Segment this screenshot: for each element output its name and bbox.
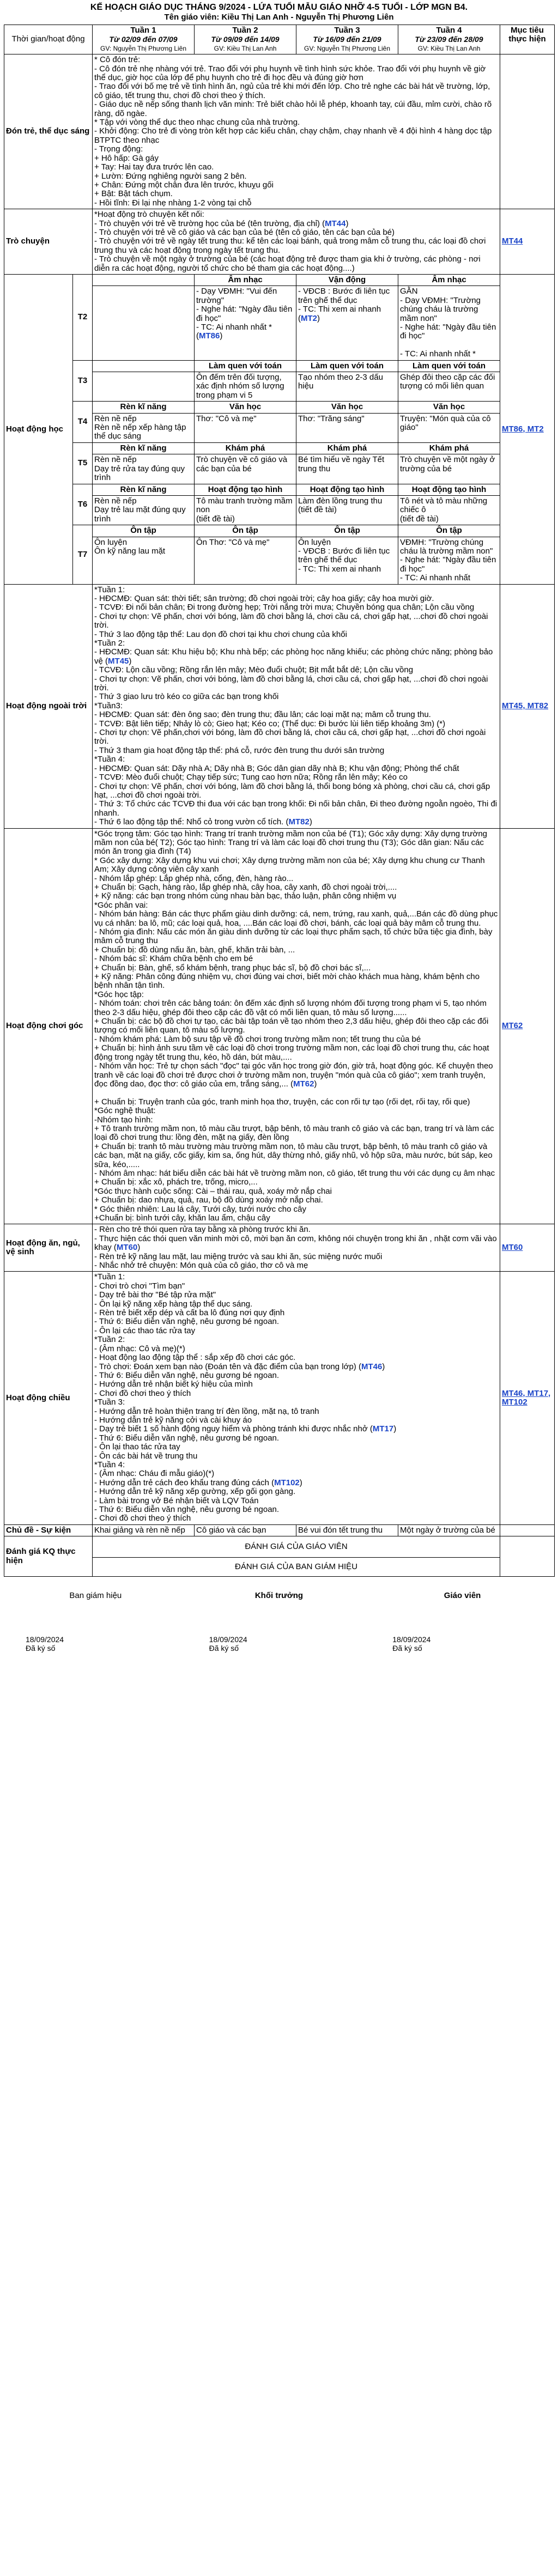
content-line: - Hướng dẫn trẻ hoàn thiện trang trí đèn lồng, mặt nạ, tô tranh [94, 1406, 319, 1416]
content-line: + Kỹ năng: các bạn trong nhóm cùng nhau bàn bạc, thảo luận, phân công nhiệm vụ [94, 891, 397, 901]
lesson-cell [93, 454, 195, 484]
content-line: - Trò chuyện với trẻ về trường học của bé (tên trường, địa chỉ) (MT44) [94, 218, 349, 228]
lesson-line: Ôn luyện [94, 537, 128, 547]
lesson-line: (tiết đề tài) [298, 505, 337, 515]
week-name: Tuần 2 [232, 26, 258, 35]
content-line: *Góc trọng tâm: Góc tạo hình: Trang trí tranh trường mầm non của bé (T1); Góc xây dựng: Xây dựng trường mầm non của bé( T2); Góc tạo hình: Trang trí và làm các loại đồ chơi trung thu (T3); Góc dân gian: Nấu các món ăn trong gia đình (T4) [94, 829, 490, 856]
lesson-cell [195, 454, 296, 484]
content-line: - HĐCMĐ: Quan sát: Khu hiệu bộ; Khu nhà bếp; các phòng học năng khiếu; các phòng chức năng; phòng bảo vệ (MT45) [94, 647, 495, 666]
lesson-line: - Dạy VĐMH: "Trường chúng cháu là trường mầm non" [400, 295, 483, 323]
content-line: + Chuẩn bị: đồ dùng nấu ăn, bàn, ghế, khăn trải bàn, ... [94, 945, 295, 955]
content-line: * Góc xây dựng: Xây dựng khu vui chơi; Xây dựng trường mầm non của bé; Xây dựng khu chung cư Thanh Am; Xây dựng công viên cây xanh [94, 855, 487, 874]
content-line: *Góc thực hành cuộc sống: Cài – thái rau, quả, xoáy mở nắp chai [94, 1186, 332, 1196]
header-row [4, 25, 555, 54]
content-line: - TCVĐ: Đi nối bản chân; Đi trong đường hẹp; Trời nắng trời mưa; Chuyền bóng qua chân; Lộn cầu vồng [94, 603, 475, 612]
lesson-line: Rèn nề nếp [94, 496, 137, 506]
content-line: - Dạy trẻ bài thơ "Bé tập rửa mặt" [94, 1290, 216, 1300]
header-target: Mục tiêu thực hiện [500, 25, 555, 54]
lesson-line: Ôn đếm trên đối tượng, xác định nhóm số lượng trong phạm vi 5 [196, 373, 287, 400]
lesson-line: - TC: Ai nhanh nhất * (MT86) [196, 323, 275, 341]
content-line: *Tuần 1: [94, 1272, 125, 1282]
content-line: - TCVĐ: Mèo đuổi chuột; Chạy tiếp sức; Tung cao hơn nữa; Rồng rắn lên mây; Kéo co [94, 773, 408, 782]
lesson-line: - Nghe hát: "Ngày đầu tiên đi học" [196, 305, 295, 323]
target-ngoai-troi [500, 584, 555, 828]
subject-cell: Làm quen với toán [398, 360, 500, 372]
lesson-cell [296, 537, 398, 584]
target-chieu [500, 1272, 555, 1524]
target-tag[interactable]: MT62 [293, 1079, 314, 1089]
lesson-cell [398, 413, 500, 442]
content-line: - Trò chuyện về một ngày ở trường của bé (các hoạt động trẻ được tham gia khi ở trường, các phòng - nơi diễn ra các hoạt động, người tổ chức cho bé tham gia các hoạt động....) [94, 254, 483, 273]
signature-dates [4, 1635, 554, 1652]
content-line: - Thứ 6 lao động tập thể: Nhổ cỏ trong vườn cổ tích. (MT82) [94, 817, 312, 827]
lesson-line: Rèn nề nếp [94, 455, 137, 465]
lesson-cell [93, 495, 195, 525]
content-line: + Hô hấp: Gà gáy [94, 153, 159, 163]
lesson-cell [398, 495, 500, 525]
subject-cell: Rèn kĩ năng [93, 402, 195, 413]
hoc-subject-row [4, 274, 555, 285]
label-chu-de: Chủ đề - Sự kiện [4, 1524, 93, 1536]
lesson-cell [195, 372, 296, 402]
content-line: - Chơi đồ chơi theo ý thích [94, 1388, 191, 1398]
lesson-line: (tiết đề tài) [400, 514, 439, 524]
target-choi-goc [500, 828, 555, 1224]
content-line: - TCVĐ: Lộn cầu vồng; Rồng rắn lên mây; Mèo đuổi chuột; Bịt mắt bắt dê; Lộn cầu vồng [94, 665, 414, 675]
content-line: - Chơi đồ chơi theo ý thích [94, 1514, 191, 1523]
day-label: T4 [73, 402, 93, 443]
header-week-4 [398, 25, 500, 54]
content-line: + Tô tranh trường mầm non, tô màu cầu trượt, bập bênh, tô màu tranh cô giáo và các bạn, trang trí và làm các loại đồ chơi trung thu: lồng đèn, mặt nạ giấy, đèn lồng [94, 1123, 496, 1143]
subject-cell: Văn học [398, 402, 500, 413]
content-line: - Khởi động: Cho trẻ đi vòng tròn kết hợp các kiểu chân, chạy chậm, chạy nhanh về 4 đội hình 4 hàng dọc tập BTPTC theo nhạc [94, 126, 494, 145]
subject-cell: Khám phá [296, 442, 398, 454]
sig-date-khoi [187, 1635, 371, 1652]
lesson-line [94, 373, 192, 382]
lesson-line: Ôn kỹ năng lau mặt [94, 546, 166, 556]
subject-cell: Rèn kĩ năng [93, 442, 195, 454]
subject-cell: Âm nhạc [195, 274, 296, 285]
content-line: - Cô đón trẻ nhẹ nhàng với trẻ. Trao đổi với phụ huynh về tình hình sức khỏe. Trao đổi với phụ huynh về giờ thể dục, giờ học của lớp để phụ huynh cho trẻ đi học đều và đúng giờ hơn [94, 64, 488, 83]
subject-cell: Ôn tập [195, 525, 296, 537]
content-line: - Giáo dục nề nếp sống thanh lịch văn minh: Trẻ biết chào hỏi lễ phép, khoanh tay, cúi đầu, mỉm cười, chào rõ ràng, dõ ngàe. [94, 100, 494, 118]
subject-cell [93, 274, 195, 285]
lesson-cell [296, 495, 398, 525]
theme-cell: Khai giảng và rèn nề nếp [93, 1524, 195, 1536]
lesson-cell [398, 372, 500, 402]
content-line: *Tuần 1: [94, 585, 125, 594]
theme-cell: Bé vui đón tết trung thu [296, 1524, 398, 1536]
lesson-line: Thơ: "Cô và mẹ" [196, 414, 257, 423]
content-line: *Tuần 4: [94, 755, 125, 764]
lesson-line: Làm đèn lồng trung thu [298, 496, 383, 506]
content-line: * Tập với vòng thể dục theo nhạc chung của nhà trường. [94, 118, 300, 127]
content-line: *Tuần 2: [94, 1335, 125, 1345]
lesson-cell [195, 413, 296, 442]
lesson-line: Tô nét và tô màu những chiếc ô [400, 496, 490, 515]
content-line: - Nhóm bác sĩ: Khám chữa bệnh cho em bé [94, 954, 253, 964]
subject-cell: Âm nhạc [398, 274, 500, 285]
plan-body [4, 54, 555, 1577]
subject-cell: Khám phá [398, 442, 500, 454]
lesson-line: Dạy trẻ lau mặt đúng quy trình [94, 505, 188, 524]
content-tro-chuyen [93, 209, 500, 275]
content-line: - Nhóm khám phá: Làm bộ sưu tập về đồ chơi trong trường mầm non; tết trung thu của bé [94, 1034, 421, 1044]
content-line: - Rèn cho trẻ thói quen rửa tay bằng xà phòng trước khi ăn. [94, 1225, 311, 1235]
content-line: - Chơi trò chơi "Tìm bạn" [94, 1281, 185, 1291]
content-line: - Hồi tĩnh: Đi lại nhẹ nhàng 1-2 vòng tại chỗ [94, 198, 252, 208]
row-choi-goc [4, 828, 555, 1224]
content-line: + Bật: Bật tách chụm. [94, 189, 173, 199]
content-line: - Thứ 6: Biểu diễn văn nghệ, nêu gương bé ngoan. [94, 1317, 280, 1327]
lesson-line: Dạy trẻ rửa tay đúng quy trình [94, 464, 187, 483]
content-line: - Hướng dẫn trẻ cách đeo khẩu trang đúng cách (MT102) [94, 1478, 302, 1487]
content-line: - Nhóm lắp ghép: Lắp ghép nhà, cổng, đèn, hàng rào... [94, 873, 294, 883]
content-line: - Thực hiện các thói quen văn minh mời cô, mời bạn ăn cơm, không nói chuyện trong khi ăn , nhặt cơm vãi vào khay (MT60) [94, 1234, 499, 1253]
content-line: - (Âm nhạc: Cô và mẹ)(*) [94, 1344, 185, 1353]
theme-cell: Cô giáo và các bạn [195, 1524, 296, 1536]
target-tag[interactable]: MT46 [361, 1362, 383, 1371]
content-line: - Hoạt động lao động tập thể : sắp xếp đồ chơi các góc. [94, 1353, 296, 1363]
content-line: - Hướng dẫn trẻ nhận biết ký hiệu của mình [94, 1380, 253, 1389]
content-line: + Chuẩn bị: dao nhựa, quả, rau, bộ đồ dùng xoáy mở nắp chai. [94, 1195, 323, 1205]
week-teacher: GV: Nguyễn Thị Phương Liên [304, 44, 391, 52]
content-an-ngu [93, 1224, 500, 1272]
row-chieu [4, 1272, 555, 1524]
lesson-line: Truyện: "Món quà của cô giáo" [400, 414, 493, 433]
plan-table [4, 25, 555, 1577]
sig-date: 18/09/2024 [392, 1635, 431, 1644]
content-line: - Chơi tự chọn: Vẽ phấn, chơi với bóng, làm đồ chơi bằng lá, chơi cầu cá, chơi gấp hạt, ...chơi đồ chơi ngoài trời. [94, 674, 490, 693]
lesson-line: - TC: Thi xem ai nhanh (MT2) [298, 305, 384, 323]
lesson-line: Rèn nề nếp xếp hàng tập thể dục sáng [94, 423, 189, 441]
eval-teacher: ĐÁNH GIÁ CỦA GIÁO VIÊN [93, 1536, 500, 1558]
subject-cell: Văn học [195, 402, 296, 413]
subject-cell: Làm quen với toán [195, 360, 296, 372]
content-line: - Thứ 3 giao lưu trò kéo co giữa các bạn trong khối [94, 692, 279, 702]
content-line: + Chân: Đứng một chân đưa lên trước, khuỵu gối [94, 180, 274, 190]
label-an-ngu: Hoạt động ăn, ngủ, vệ sinh [4, 1224, 93, 1272]
subject-cell: Ôn tập [398, 525, 500, 537]
lesson-line: - VĐCB : Bước đi liên tục trên ghế thể dục [298, 546, 392, 565]
content-line: * Cô đón trẻ: [94, 55, 141, 65]
target-don-tre [500, 54, 555, 209]
lesson-cell [195, 495, 296, 525]
content-line [94, 1089, 498, 1097]
content-line: *Tuần 3: [94, 1398, 125, 1407]
week-dates: Từ 02/09 đến 07/09 [109, 35, 178, 44]
content-line: *Hoạt động trò chuyện kết nối: [94, 210, 204, 220]
lesson-line: - Dạy VĐMH: "Vui đến trường" [196, 287, 280, 305]
content-line: -Nhóm tạo hình: [94, 1115, 153, 1125]
content-ngoai-troi [93, 584, 500, 828]
plan-page [4, 0, 554, 1652]
target-tag[interactable]: MT60 [116, 1243, 138, 1253]
lesson-cell [93, 286, 195, 360]
content-line: - HĐCMĐ: Quan sát: Dãy nhà A; Dãy nhà B; Góc dân gian dãy nhà B; Khu vận động; Phòng thể chất [94, 763, 459, 773]
lesson-line: Tạo nhóm theo 2-3 dấu hiệu [298, 373, 386, 391]
lesson-cell [296, 454, 398, 484]
target-link[interactable]: MT45, MT82 [502, 701, 549, 710]
content-line: + Kỹ năng: Phân công đúng nhiệm vụ, chơi đúng vai chơi, biết mời chào khách mua hàng, khám bệnh cho bệnh nhân tận tình. [94, 972, 482, 991]
content-line: + Chuẩn bị: tranh tô màu trường màu trường mầm non, tô màu cầu trượt, bập bênh, tô màu tranh cô giáo và các bạn, mặt nạ giấy, cốc giấy, kim sa, ống hút, dây thừng nhỏ, giấy nhũ, vỏ hộp sữa, màu nước, bút sáp, keo sữa, kéo,..... [94, 1141, 495, 1169]
target-tro-chuyen [500, 209, 555, 275]
content-line: *Tuần 4: [94, 1460, 125, 1469]
content-line: + Tay: Hai tay đưa trước lên cao. [94, 162, 214, 172]
content-line: - Nhóm toán: chơi trên các bảng toán: ôn đếm xác định số lượng nhóm đối tượng trong phạm vi 5, tạo nhóm theo 2-3 dấu hiệu, ghép đôi theo cặp các đồ vật có mối liên quan, tô màu số lượng...... [94, 999, 489, 1017]
target-link[interactable]: MT62 [502, 1021, 523, 1031]
content-line: + Chuẩn bị: các bộ đồ chơi tự tạo, các bài tập toán về tạo nhóm theo 2,3 dấu hiệu, ghép đôi theo cặp các đối tượng có mối liên quan, tô màu số lượng. [94, 1017, 491, 1035]
content-line: - Nhắc nhở trẻ chuyện: Món quà của cô giáo, thơ cô và mẹ [94, 1261, 308, 1271]
lesson-line: GẰN [400, 287, 418, 296]
content-don-tre [93, 54, 500, 209]
label-hoat-dong-hoc: Hoạt động học [4, 274, 73, 584]
lesson-line: Thơ: "Trăng sáng" [298, 414, 365, 423]
lesson-line [400, 341, 498, 350]
row-chu-de [4, 1524, 555, 1536]
subject-cell: Hoạt động tạo hình [398, 484, 500, 495]
lesson-line [94, 287, 192, 296]
eval-target [500, 1536, 555, 1577]
content-line: - Thứ 6: Biểu diễn văn nghệ, nêu gương bé ngoan. [94, 1433, 280, 1443]
lesson-line: Ôn luyện [298, 537, 331, 547]
sig-bgh: Ban giám hiệu [69, 1591, 122, 1601]
header-week-2 [195, 25, 296, 54]
week-teacher: GV: Kiều Thị Lan Anh [214, 44, 277, 52]
lesson-line: Bé tìm hiểu về ngày Tết trung thu [298, 455, 387, 473]
content-line: - HĐCMĐ: Quan sát: đèn ông sao; đèn trung thu; đầu lân; các loại mặt nạ; mâm cỗ trung thu. [94, 710, 431, 720]
content-line: - HĐCMĐ: Quan sát: thời tiết; sân trường; đồ chơi ngoài trời; cây hoa giấy; cây hoa mười giờ. [94, 593, 434, 603]
content-line: + Lườn: Đứng nghiêng người sang 2 bên. [94, 171, 247, 181]
subject-cell: Hoạt động tạo hình [296, 484, 398, 495]
target-link[interactable]: MT60 [502, 1243, 523, 1253]
day-label: T7 [73, 525, 93, 584]
lesson-line: Trò chuyện về một ngày ở trường của bé [400, 455, 498, 473]
content-line: + Chuẩn bị: hình ảnh sưu tầm về các loại đồ chơi trong trường mầm non, các loại đồ chơi trung thu, các hoạt động trong ngày tết trung thu, kéo, hồ dán, bút màu,.... [94, 1043, 492, 1062]
content-line: - Hướng dẫn trẻ kỹ năng cởi và cài khuy áo [94, 1415, 252, 1425]
label-don-tre: Đón trẻ, thể dục sáng [4, 54, 93, 209]
content-line: - Ôn lại thao tác rửa tay [94, 1442, 180, 1452]
lesson-line: - Nghe hát: "Ngày đầu tiên đi học" [400, 555, 499, 574]
content-line: - Thứ 3 tham gia hoạt động tập thể: phá cỗ, rước đèn trung thu dưới sân trường [94, 745, 385, 755]
hoc-subject-row [4, 360, 555, 372]
day-label: T5 [73, 442, 93, 484]
content-line: + Chuẩn bị: xắc xô, phách tre, trống, micro,... [94, 1177, 258, 1187]
subject-cell: Ôn tập [93, 525, 195, 537]
subject-cell: Hoạt động tạo hình [195, 484, 296, 495]
content-line: - TCVĐ: Bật liên tiếp; Nhảy lò cò; Gieo hạt; Kéo co; (Thể dục: Đi bước lùi liên tiếp khoảng 3m) (*) [94, 719, 446, 728]
lesson-line: (tiết đề tài) [196, 514, 235, 524]
target-hoat-dong-hoc [500, 274, 555, 584]
lesson-line: VĐMH: "Trường chúng cháu là trường mầm non" [400, 537, 493, 556]
lesson-line: - TC: Ai nhanh nhất * [400, 349, 476, 359]
target-tag[interactable]: MT45 [108, 656, 129, 666]
week-teacher: GV: Kiều Thị Lan Anh [417, 44, 481, 52]
lesson-cell [93, 372, 195, 402]
content-line: + Chuẩn bị: Bàn, ghế, sổ khám bệnh, trang phục bác sĩ, bộ đồ chơi bác sĩ,... [94, 963, 371, 973]
content-line: *Góc phân vai: [94, 900, 148, 910]
eval-board: ĐÁNH GIÁ CỦA BAN GIÁM HIỆU [93, 1558, 500, 1577]
day-label: T6 [73, 484, 93, 525]
sig-date: 18/09/2024 [26, 1635, 64, 1644]
content-line: - Thứ 6: Biểu diễn văn nghệ, nêu gương bé ngoan. [94, 1505, 280, 1514]
content-line: - Trò chuyện với trẻ về cô giáo và các bạn của bé (tên cô giáo, tên các bạn của bé) [94, 227, 395, 237]
lesson-line: Rèn nề nếp [94, 414, 137, 423]
content-line: - Chơi tự chọn: Vẽ phấn,chơi với bóng, làm đồ chơi bằng lá, chơi cầu cá, chơi gấp hạt, ...chơi đồ chơi ngoài trời. [94, 728, 488, 746]
content-line: - Ôn lại các thao tác rửa tay [94, 1326, 196, 1335]
day-label: T2 [73, 274, 93, 360]
row-tro-chuyen [4, 209, 555, 275]
page-title: KẾ HOẠCH GIÁO DỤC THÁNG 9/2024 - LỨA TUỔI MẪU GIÁO NHỠ 4-5 TUỔI - LỚP MGN B4. [90, 3, 468, 12]
subject-cell: Rèn kĩ năng [93, 484, 195, 495]
content-line: - Nhóm văn học: Trẻ tự chọn sách "đọc" tại góc văn học trong giờ đón, giờ trả, hoạt động góc. Kể chuyện theo tranh về các loại đồ chơi trẻ được chơi ở trường mầm non, truyện "món quà của cô giáo"; xem tranh truyện, đọc đồng dao, đọc thơ: cô giáo của em, trắng sáng,... (MT62) [94, 1061, 495, 1089]
lesson-cell [398, 454, 500, 484]
label-danh-gia: Đánh giá KQ thực hiện [4, 1536, 93, 1577]
lesson-line: Tô màu tranh trường mầm non [196, 496, 295, 515]
content-line: - Dạy trẻ biết 1 số hành động nguy hiểm và phòng tránh khi được nhắc nhở (MT17) [94, 1424, 397, 1434]
sig-date-bgh [4, 1635, 187, 1652]
content-line: - Chơi tự chọn: Vẽ phấn, chơi với bóng, làm đồ chơi bằng lá, chơi cầu cá, chơi gấp hạt, ...chơi đồ chơi ngoài trời. [94, 611, 490, 630]
sig-date-gv [371, 1635, 554, 1652]
content-line: + Chuẩn bị: Truyện tranh của góc, tranh minh họa thơ, truyện, các con rối tự tạo (rối dẹt, rối tay, rối que) [94, 1097, 470, 1107]
content-line: *Góc nghệ thuật: [94, 1106, 156, 1116]
content-line: - Trò chuyện với trẻ về ngày tết trung thu: kể tên các loại bánh, quả trong mâm cỗ trung thu, các loại đồ chơi trung thu và các hoạt động trong ngày tết trung thu. [94, 236, 488, 255]
label-chieu: Hoạt động chiều [4, 1272, 93, 1524]
target-tag[interactable]: MT44 [325, 218, 346, 228]
row-don-tre [4, 54, 555, 209]
week-dates: Từ 23/09 đến 28/09 [415, 35, 483, 44]
lesson-line: Trò chuyện về cô giáo và các bạn của bé [196, 455, 290, 473]
content-line: *Góc học tập: [94, 989, 144, 999]
content-line: - Nhóm bán hàng: Bán các thực phẩm giàu dinh dưỡng: cá, nem, trứng, rau xanh, quả,...Bán các đồ dùng phục vụ cá nhân: ba lô, mũ; các loại quả, hoa, ....Bán các loại đồ chơi, bánh, các loại quả bày mâm cỗ trung thu. [94, 909, 500, 928]
subject-cell [93, 360, 195, 372]
lesson-line: Ghép đôi theo cặp các đối tượng có mối liên quan [400, 373, 498, 391]
lesson-line: - TC: Ai nhanh nhất [400, 573, 470, 583]
sig-date: 18/09/2024 [209, 1635, 247, 1644]
row-danh-gia-gv [4, 1536, 555, 1558]
row-ngoai-troi [4, 584, 555, 828]
lesson-cell [93, 413, 195, 442]
content-line: *Tuần 2: [94, 639, 125, 648]
subject-cell: Làm quen với toán [296, 360, 398, 372]
content-chieu [93, 1272, 500, 1524]
hoc-subject-row [4, 484, 555, 495]
target-tag[interactable]: MT102 [274, 1478, 300, 1487]
content-line: - Trao đổi với bố mẹ trẻ về tình hình ăn, ngủ của trẻ khi mới đến lớp. Cho trẻ nghe các bài hát về trường, lớp, cô giáo, tết trung thu, chơi đồ chơi theo ý thích. [94, 82, 493, 100]
header-week-3 [296, 25, 398, 54]
content-line: +Chuẩn bị: bình tưới cây, khăn lau ẩm, chậu cây [94, 1213, 270, 1223]
target-tag[interactable]: MT86 [199, 331, 220, 341]
content-line: *Tuần3: [94, 701, 123, 710]
content-line: - Hướng dẫn trẻ kỹ năng xếp gường, xếp gối gọn gàng. [94, 1487, 296, 1497]
content-line: - Thứ 3: Tổ chức các TCVĐ thi đua với các bạn trong khối: Đi nối bản chân, Đi theo đường ngoằn ngoèo, Thi đi nhanh. [94, 799, 500, 818]
header-activity: Thời gian/hoạt động [4, 25, 93, 54]
target-tag[interactable]: MT2 [301, 313, 318, 323]
signature-titles [4, 1591, 554, 1600]
target-tag[interactable]: MT82 [288, 817, 310, 827]
content-line: * Góc thiên nhiên: Lau lá cây, Tưới cây, tưới nước cho cây [94, 1204, 306, 1214]
lesson-cell [195, 537, 296, 584]
target-an-ngu [500, 1224, 555, 1272]
target-link[interactable]: MT44 [502, 236, 523, 246]
sig-note: Đã ký số [392, 1644, 422, 1653]
subject-cell: Khám phá [195, 442, 296, 454]
day-label: T3 [73, 360, 93, 402]
target-chu-de [500, 1524, 555, 1536]
content-line: - Ôn lại kỹ năng xếp hàng tập thể dục sáng. [94, 1299, 253, 1309]
lesson-cell [296, 413, 398, 442]
page-subtitle: Tên giáo viên: Kiều Thị Lan Anh - Nguyễn Thị Phương Liên [164, 13, 394, 22]
row-an-ngu [4, 1224, 555, 1272]
week-name: Tuần 3 [334, 26, 360, 35]
hoc-subject-row [4, 442, 555, 454]
sig-note: Đã ký số [26, 1644, 56, 1653]
content-line: - Rèn trẻ kỹ năng lau mặt, lau miệng trước và sau khi ăn, súc miệng nước muối [94, 1251, 383, 1261]
lesson-cell [195, 286, 296, 360]
lesson-cell [296, 286, 398, 360]
sig-note: Đã ký số [209, 1644, 239, 1653]
week-dates: Từ 09/09 đến 14/09 [211, 35, 280, 44]
content-line: + Chuẩn bị: Gạch, hàng rào, lắp ghép nhà, cây hoa, cây xanh, đồ chơi ngoài trời,.... [94, 882, 397, 892]
label-tro-chuyen: Trò chuyện [4, 209, 93, 275]
content-line: - Thứ 6: Biểu diễn văn nghệ, nêu gương bé ngoan. [94, 1370, 280, 1380]
lesson-cell [398, 537, 500, 584]
theme-cell: Một ngày ở trường của bé [398, 1524, 500, 1536]
content-line: - Thứ 3 lao động tập thể: Lau dọn đồ chơi tại khu chơi chung của khối [94, 629, 347, 639]
week-name: Tuần 4 [436, 26, 462, 35]
content-line: - Làm bài trong vở Bé nhận biết và LQV Toán [94, 1496, 259, 1505]
hoc-subject-row [4, 402, 555, 413]
lesson-cell [93, 537, 195, 584]
label-choi-goc: Hoạt động chơi góc [4, 828, 93, 1224]
hoc-subject-row [4, 525, 555, 537]
week-teacher: GV: Nguyễn Thị Phương Liên [100, 44, 187, 52]
content-line: - (Âm nhạc: Cháu đi mẫu giáo)(*) [94, 1469, 215, 1479]
content-line: - Trò chơi: Đoán xem bạn nào (Đoán tên và đặc điểm của bạn trong lớp) (MT46) [94, 1362, 385, 1371]
week-dates: Từ 16/09 đến 21/09 [313, 35, 381, 44]
content-line: - Chơi tự chọn: Vẽ phấn, chơi với bóng, làm đồ chơi bằng lá, thổi bong bóng xà phòng, chơi cầu cá, chơi gấp hạt, ...chơi đồ chơi ngoài trời. [94, 781, 493, 800]
lesson-cell [296, 372, 398, 402]
week-name: Tuần 1 [130, 26, 156, 35]
lesson-cell [398, 286, 500, 360]
content-line: - Nhóm âm nhạc: hát biểu diễn các bài hát về trường mầm non, cô giáo, tết trung thu với các dụng cụ âm nhạc [94, 1168, 495, 1178]
subject-cell: Văn học [296, 402, 398, 413]
header-week-1 [93, 25, 195, 54]
lesson-line: Ôn Thơ: "Cô và mẹ" [196, 537, 270, 547]
lesson-line: - TC: Thi xem ai nhanh [298, 564, 381, 574]
content-line: - Nhóm gia đình: Nấu các món ăn giàu dinh dưỡng từ các loại thực phẩm sạch, tổ chức bữa tiệc gia đình, bày mâm cỗ trung thu [94, 927, 495, 946]
target-tag[interactable]: MT17 [372, 1424, 394, 1434]
target-link[interactable]: MT46, MT17, MT102 [502, 1388, 551, 1407]
lesson-line: - Nghe hát: "Ngày đầu tiên đi học" [400, 323, 499, 341]
lesson-line: - VĐCB : Bước đi liên tục trên ghế thể dục [298, 287, 392, 305]
content-line: - Trọng động: [94, 144, 143, 154]
label-ngoai-troi: Hoạt động ngoài trời [4, 584, 93, 828]
content-line: - Rèn trẻ biết xếp dép và cất ba lô đúng nơi quy định [94, 1308, 285, 1318]
subject-cell: Vận động [296, 274, 398, 285]
target-link[interactable]: MT86, MT2 [502, 424, 544, 434]
content-choi-goc [93, 828, 500, 1224]
content-line: - Ôn các bài hát về trung thu [94, 1451, 198, 1461]
sig-khoi-truong: Khối trưởng [254, 1591, 304, 1601]
subject-cell: Ôn tập [296, 525, 398, 537]
sig-giao-vien: Giáo viên [444, 1591, 481, 1601]
